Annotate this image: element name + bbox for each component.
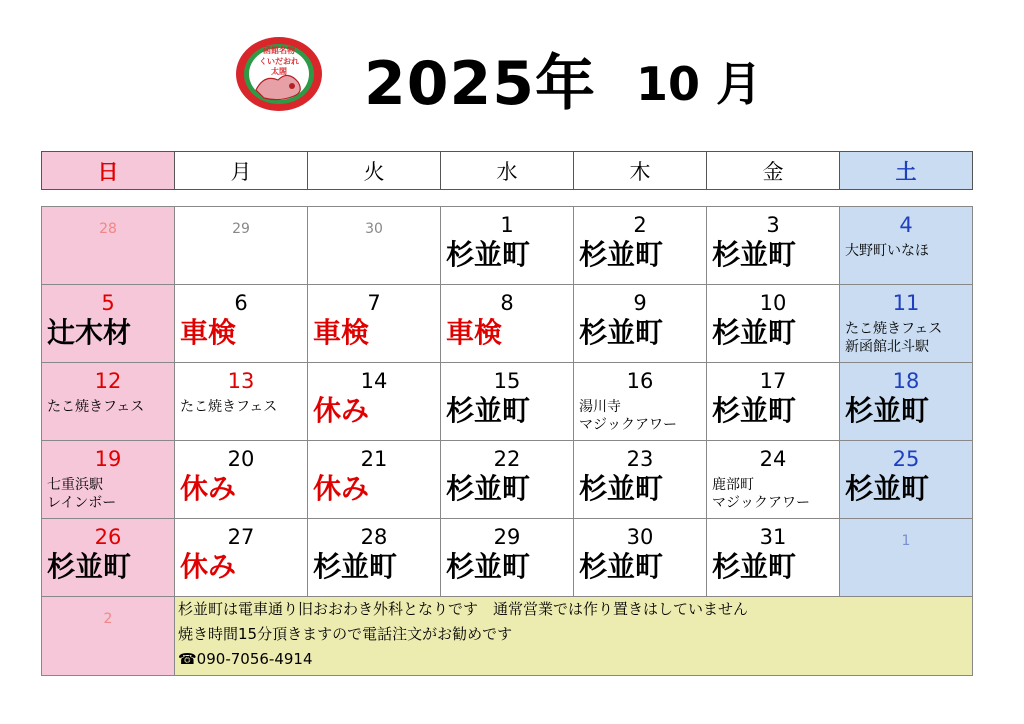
taiko-logo <box>234 36 324 112</box>
day-cell <box>42 285 175 363</box>
day-cell <box>308 285 441 363</box>
day-cell <box>840 207 973 285</box>
day-number: 2 <box>633 213 647 237</box>
event-location: 辻木材 <box>47 316 132 349</box>
event-note: 湯川寺 <box>579 399 621 415</box>
weekday-monday: 月 <box>175 152 308 190</box>
day-number: 27 <box>227 525 255 549</box>
day-number: 30 <box>626 525 654 549</box>
day-number: 3 <box>766 213 780 237</box>
day-number: 16 <box>626 369 654 393</box>
weekday-wednesday: 水 <box>441 152 574 190</box>
event-note: レインボー <box>47 495 117 511</box>
day-cell <box>574 441 707 519</box>
day-number: 8 <box>500 291 514 315</box>
day-number: 1 <box>500 213 514 237</box>
event-location: 杉並町 <box>845 472 930 505</box>
day-number: 26 <box>94 525 122 549</box>
day-number: 12 <box>94 369 122 393</box>
day-cell <box>175 441 308 519</box>
day-number: 25 <box>892 447 920 471</box>
weekday-thursday: 木 <box>574 152 707 190</box>
calendar-year: 2025年 <box>364 49 596 119</box>
event-location: 車検 <box>180 316 237 349</box>
day-number: 22 <box>493 447 521 471</box>
event-location: 杉並町 <box>446 238 531 271</box>
day-cell <box>175 207 308 285</box>
weekday-header <box>41 151 973 190</box>
event-location: 杉並町 <box>712 316 797 349</box>
event-location: 杉並町 <box>579 238 664 271</box>
day-cell <box>840 363 973 441</box>
day-cell <box>308 363 441 441</box>
day-cell <box>707 207 840 285</box>
event-location: 休み <box>180 472 237 505</box>
svg-text:太閤: 太閤 <box>271 66 287 76</box>
day-cell <box>441 207 574 285</box>
event-note: 七重浜駅 <box>47 477 103 493</box>
event-location: 杉並町 <box>845 394 930 427</box>
event-location: 杉並町 <box>446 472 531 505</box>
day-number: 19 <box>94 447 122 471</box>
weekday-sunday: 日 <box>42 152 175 190</box>
svg-text:くいだおれ: くいだおれ <box>259 56 299 66</box>
week-row <box>42 363 973 441</box>
day-number: 31 <box>759 525 787 549</box>
event-location: 休み <box>180 550 237 583</box>
day-number: 20 <box>227 447 255 471</box>
day-number: 10 <box>759 291 787 315</box>
day-number: 1 <box>901 533 911 549</box>
event-note: 大野町いなほ <box>845 243 929 259</box>
event-note: マジックアワー <box>712 495 810 511</box>
day-number: 4 <box>899 213 913 237</box>
day-number: 24 <box>759 447 787 471</box>
day-cell <box>574 207 707 285</box>
day-cell <box>707 519 840 597</box>
notice-phone-order: 焼き時間15分頂きますので電話注文がお勧めです <box>178 625 513 643</box>
day-number: 23 <box>626 447 654 471</box>
weekday-friday: 金 <box>707 152 840 190</box>
day-cell <box>175 285 308 363</box>
day-number: 6 <box>234 291 248 315</box>
day-number: 30 <box>365 221 383 237</box>
day-number: 9 <box>633 291 647 315</box>
day-number: 15 <box>493 369 521 393</box>
day-cell <box>42 363 175 441</box>
calendar-month: 10 月 <box>636 57 763 111</box>
day-number: 28 <box>360 525 388 549</box>
day-cell <box>840 285 973 363</box>
day-cell <box>707 285 840 363</box>
day-cell <box>840 519 973 597</box>
day-cell <box>441 441 574 519</box>
day-cell <box>308 441 441 519</box>
day-number: 17 <box>759 369 787 393</box>
event-location: 休み <box>313 394 370 427</box>
day-number: 14 <box>360 369 388 393</box>
event-location: 杉並町 <box>47 550 132 583</box>
week-row <box>42 285 973 363</box>
notice-box <box>175 597 973 676</box>
day-cell <box>42 207 175 285</box>
event-location: 杉並町 <box>446 550 531 583</box>
event-note: たこ焼きフェス <box>47 399 145 415</box>
event-location: 杉並町 <box>712 550 797 583</box>
day-number: 11 <box>892 291 920 315</box>
event-location: 杉並町 <box>712 238 797 271</box>
day-cell <box>441 519 574 597</box>
day-number: 18 <box>892 369 920 393</box>
notice-phone-number: ☎090-7056-4914 <box>178 650 313 668</box>
event-location: 休み <box>313 472 370 505</box>
day-cell <box>441 363 574 441</box>
day-number: 28 <box>99 221 117 237</box>
day-cell <box>175 519 308 597</box>
event-location: 杉並町 <box>579 316 664 349</box>
weekday-saturday: 土 <box>840 152 973 190</box>
day-cell <box>707 363 840 441</box>
notice-location: 杉並町は電車通り旧おおわき外科となりです 通常営業では作り置きはしていません <box>178 600 749 618</box>
day-cell <box>574 285 707 363</box>
week-row <box>42 441 973 519</box>
day-cell <box>441 285 574 363</box>
day-cell <box>42 597 175 676</box>
day-cell <box>175 363 308 441</box>
day-cell <box>707 441 840 519</box>
day-cell <box>42 519 175 597</box>
day-cell <box>308 207 441 285</box>
day-number: 2 <box>103 611 113 627</box>
day-number: 21 <box>360 447 388 471</box>
day-cell <box>42 441 175 519</box>
week-row <box>42 207 973 285</box>
day-number: 7 <box>367 291 381 315</box>
event-note: 鹿部町 <box>712 477 754 493</box>
event-note: 新函館北斗駅 <box>845 339 929 355</box>
event-note: たこ焼きフェス <box>180 399 278 415</box>
day-number: 29 <box>232 221 250 237</box>
event-note: たこ焼きフェス <box>845 321 943 337</box>
day-number: 5 <box>101 291 115 315</box>
week-row <box>42 519 973 597</box>
event-location: 杉並町 <box>712 394 797 427</box>
day-cell <box>308 519 441 597</box>
day-number: 13 <box>227 369 255 393</box>
svg-text:函館名物: 函館名物 <box>263 45 295 55</box>
day-number: 29 <box>493 525 521 549</box>
calendar-grid <box>41 206 973 676</box>
event-note: マジックアワー <box>579 417 677 433</box>
event-location: 車検 <box>446 316 503 349</box>
day-cell <box>574 519 707 597</box>
weekday-tuesday: 火 <box>308 152 441 190</box>
event-location: 杉並町 <box>313 550 398 583</box>
day-cell <box>840 441 973 519</box>
event-location: 杉並町 <box>446 394 531 427</box>
event-location: 杉並町 <box>579 550 664 583</box>
day-cell <box>574 363 707 441</box>
event-location: 車検 <box>313 316 370 349</box>
event-location: 杉並町 <box>579 472 664 505</box>
